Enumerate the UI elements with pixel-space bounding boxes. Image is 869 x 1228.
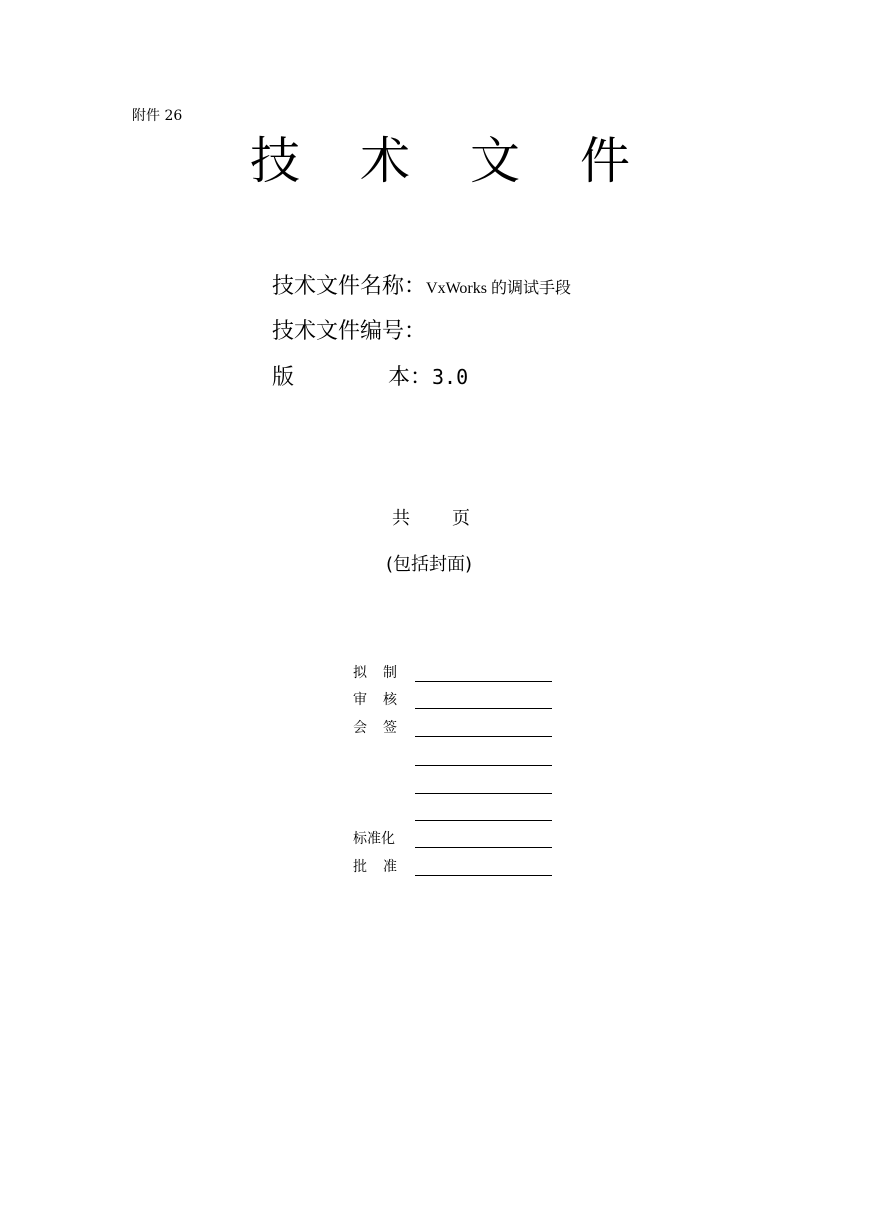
doc-name-row: [272, 272, 571, 304]
title-char: 技: [250, 132, 300, 190]
signature-line: [415, 847, 552, 848]
signoff-label: 审核: [353, 692, 413, 708]
signoff-row: [353, 828, 553, 848]
signature-line: [415, 681, 552, 682]
signoff-label: 标准化: [353, 831, 395, 847]
signoff-row: [353, 689, 553, 709]
doc-number-row: [272, 317, 426, 349]
doc-number-label: 技术文件编号：: [272, 319, 427, 344]
attachment-label: 附件 26: [132, 108, 183, 124]
doc-name-value: VxWorks 的调试手段: [426, 280, 571, 297]
title-char: 术: [360, 132, 410, 190]
signature-line: [415, 875, 552, 876]
signoff-row: [353, 717, 553, 737]
doc-version-label-a: 版: [272, 365, 295, 390]
doc-name-label: 技术文件名称：: [272, 274, 427, 299]
title-char: 文: [470, 132, 520, 190]
doc-version-value: 3.0: [432, 365, 469, 389]
signoff-label: 批准: [353, 859, 413, 875]
signature-line: [415, 793, 552, 794]
signature-line: [415, 765, 552, 766]
title-char: 件: [580, 132, 630, 190]
signoff-row: [353, 746, 553, 766]
signoff-row: [353, 801, 553, 821]
page-count-note: (包括封面): [386, 554, 473, 575]
signoff-row: [353, 774, 553, 794]
signoff-label: 拟制: [353, 665, 413, 681]
doc-version-row: [272, 362, 468, 393]
signature-line: [415, 820, 552, 821]
document-title: [250, 128, 630, 194]
page-count-prefix: 共: [392, 508, 410, 529]
page-count-suffix: 页: [452, 508, 470, 529]
signoff-row: [353, 856, 553, 876]
signature-line: [415, 736, 552, 737]
doc-version-label-b: 本：: [388, 365, 433, 390]
signoff-row: [353, 662, 553, 682]
signoff-label: 会签: [353, 720, 413, 736]
signature-line: [415, 708, 552, 709]
page-count: [392, 506, 470, 532]
